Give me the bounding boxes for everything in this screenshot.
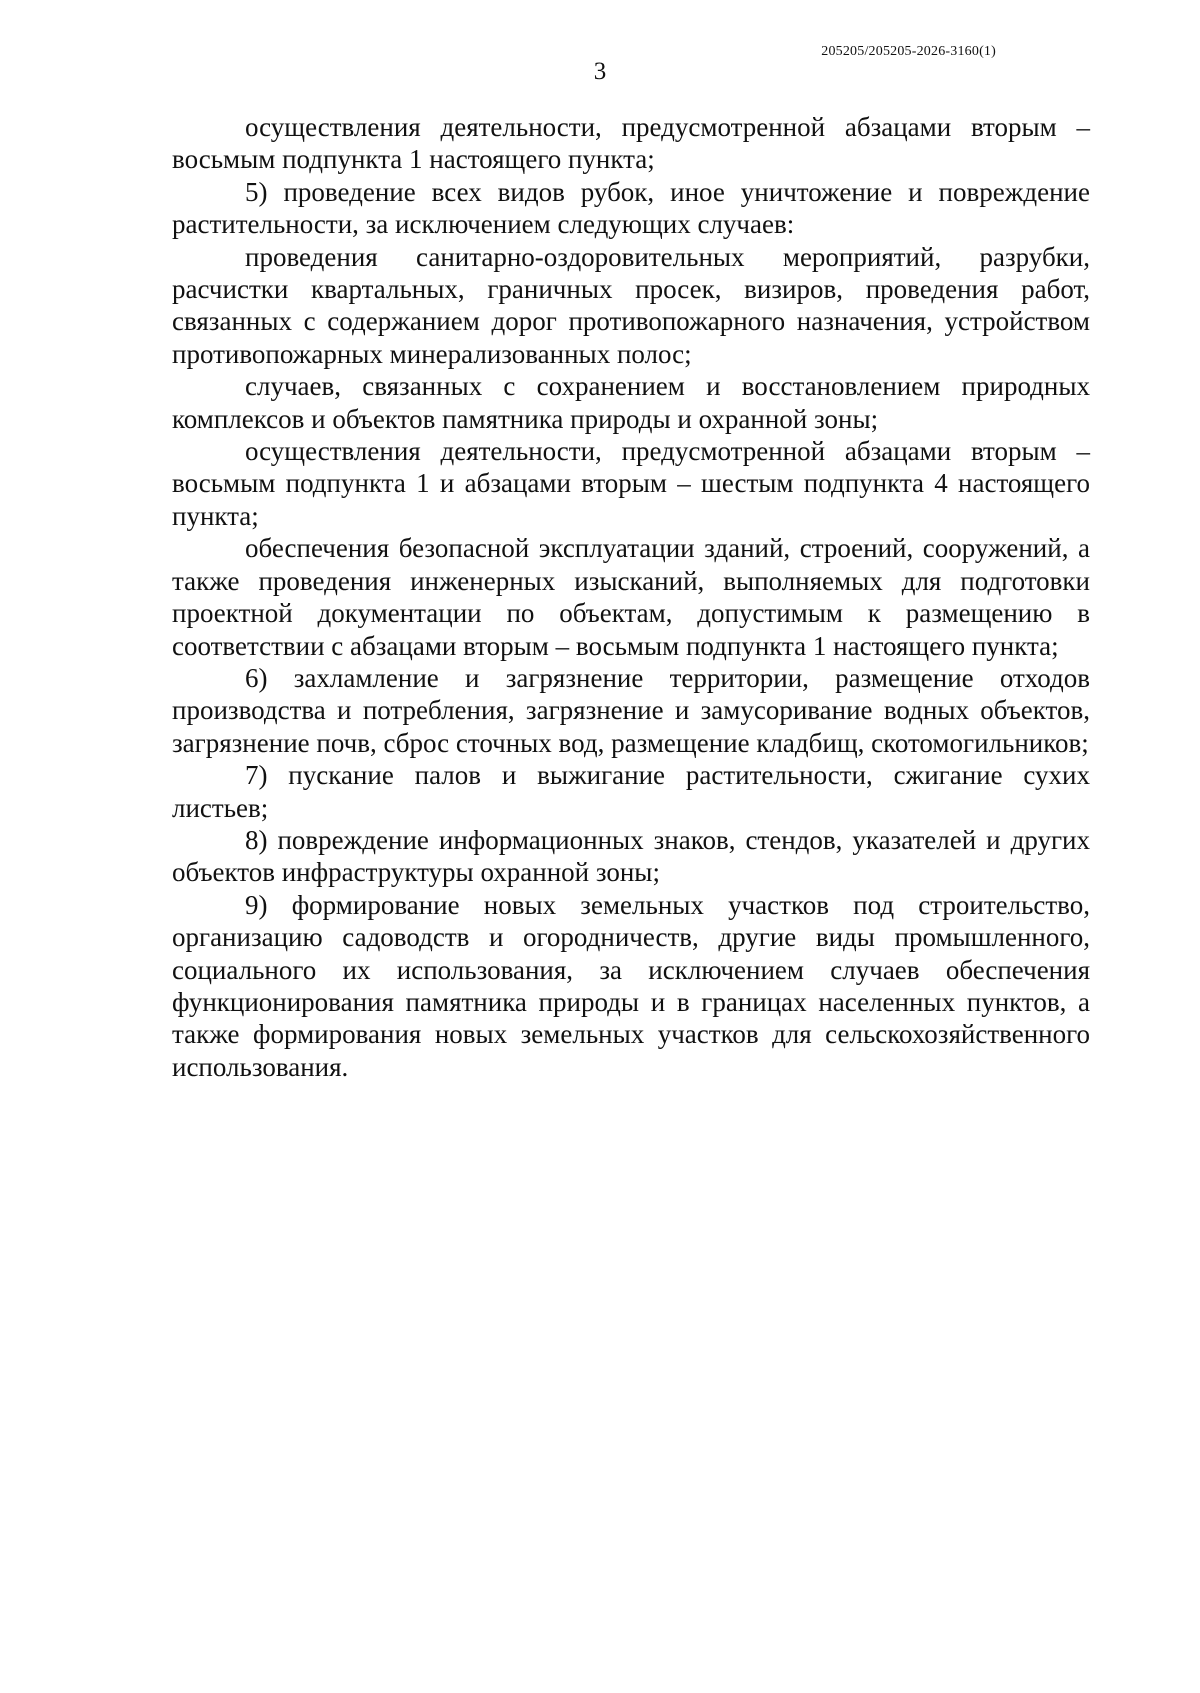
paragraph-continuation: осуществления деятельности, предусмотренной абзацами вторым – восьмым подпункта 1 настоящего пункта;: [172, 112, 1090, 175]
paragraph-item-5: 5) проведение всех видов рубок, иное уничтожение и повреждение растительности, за исключением следующих случаев:: [172, 176, 1090, 240]
page-number: 3: [593, 58, 607, 85]
document-id: 205205/205205-2026-3160(1): [821, 44, 996, 59]
paragraph-item-7: 7) пускание палов и выжигание растительности, сжигание сухих листьев;: [172, 760, 1090, 823]
paragraph-exception-safety: обеспечения безопасной эксплуатации зданий, строений, сооружений, а также проведения инженерных изысканий, выполняемых для подготовки проектной документации по объектам, допустимым к размещению в соответствии с абзацами вторым – восьмым подпункта 1 настоящего пункта;: [172, 533, 1090, 661]
paragraph-item-8: 8) повреждение информационных знаков, стендов, указателей и других объектов инфраструктуры охранной зоны;: [172, 824, 1090, 888]
paragraph-item-6: 6) захламление и загрязнение территории, размещение отходов производства и потребления, загрязнение и замусоривание водных объектов, загрязнение почв, сброс сточных вод, размещение кладбищ, скотомогильников;: [172, 662, 1090, 758]
paragraph-exception-restoration: случаев, связанных с сохранением и восстановлением природных комплексов и объектов памятника природы и охранной зоны;: [172, 371, 1090, 434]
document-body: [172, 111, 1090, 1083]
paragraph-exception-sanitary: проведения санитарно-оздоровительных мероприятий, разрубки, расчистки квартальных, граничных просек, визиров, проведения работ, связанных с содержанием дорог противопожарного назначения, устройством противопожарных минерализованных полос;: [172, 241, 1090, 369]
paragraph-item-9: 9) формирование новых земельных участков под строительство, организацию садоводств и огородничеств, другие виды промышленного, социального их использования, за исключением случаев обеспечения функционирования памятника природы и в границах населенных пунктов, а также формирования новых земельных участков для сельскохозяйственного использования.: [172, 889, 1090, 1082]
paragraph-exception-activity: осуществления деятельности, предусмотренной абзацами вторым – восьмым подпункта 1 и абзацами вторым – шестым подпункта 4 настоящего пункта;: [172, 436, 1090, 531]
